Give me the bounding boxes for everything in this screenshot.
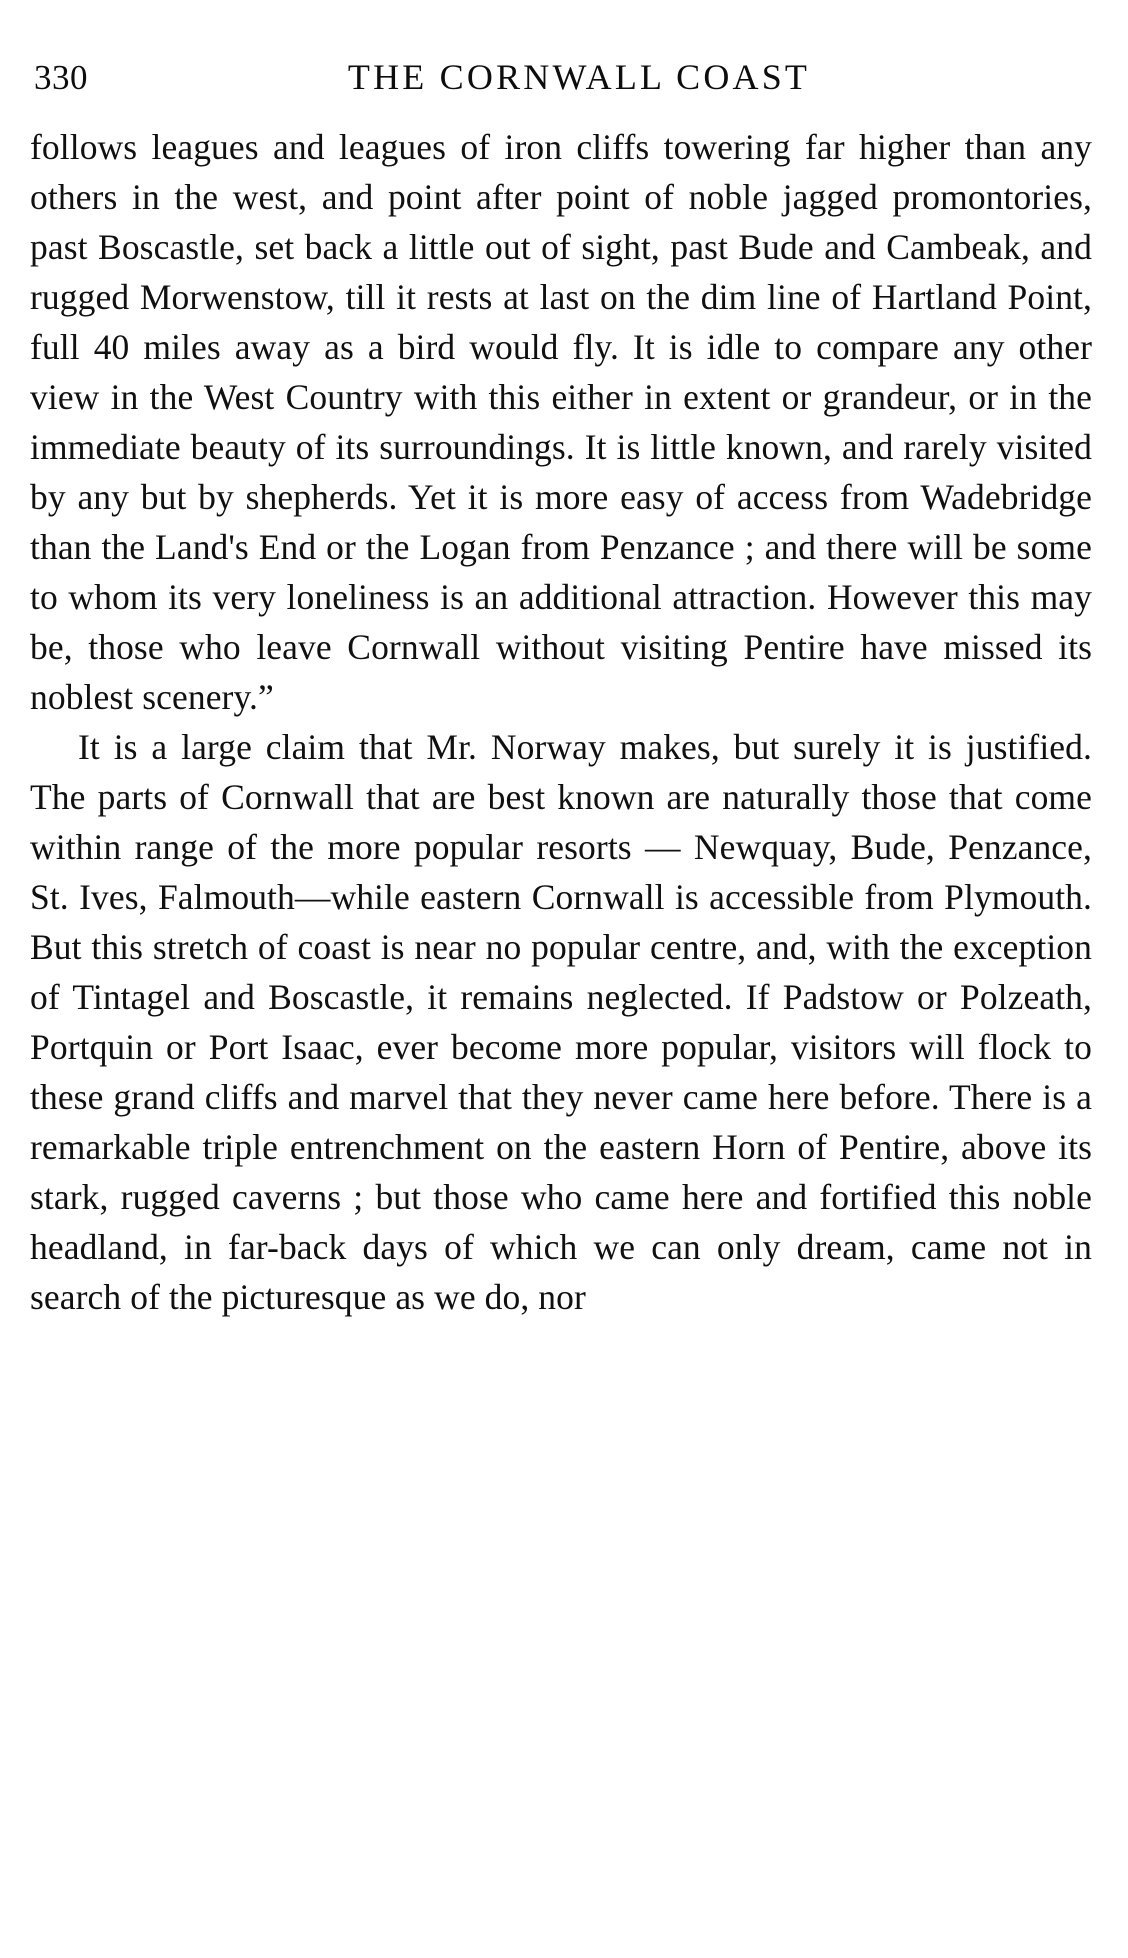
page-number: 330: [34, 58, 88, 97]
running-head-title: THE CORNWALL COAST: [347, 57, 811, 97]
paragraph-quote-continuation: follows leagues and leagues of iron cliffs towering far higher than any others in the west, and point after point of noble jagged promontories, past Boscastle, set back a little out of sight, past Bude and Cambeak, and rugged Morwenstow, till it rests at last on the dim line of Hartland Point, full 40 miles away as a bird would fly. It is idle to compare any other view in the West Country with this either in extent or grandeur, or in the immediate beauty of its surroundings. It is little known, and rarely visited by any but by shepherds. Yet it is more easy of access from Wadebridge than the Land's End or the Logan from Penzance ; and there will be some to whom its very loneliness is an additional attraction. However this may be, those who leave Cornwall without visiting Pentire have missed its noblest scenery.”: [30, 127, 1092, 717]
paragraph-commentary: It is a large claim that Mr. Norway makes, but surely it is justified. The parts of Cornwall that are best known are naturally those that come within range of the more popular resorts — Newquay, Bude, Penzance, St. Ives, Falmouth—while eastern Cornwall is accessible from Plymouth. But this stretch of coast is near no popular centre, and, with the exception of Tintagel and Boscastle, it remains neglected. If Padstow or Polzeath, Portquin or Port Isaac, ever become more popular, visitors will flock to these grand cliffs and marvel that they never came here before. There is a remarkable triple entrenchment on the eastern Horn of Pentire, above its stark, rugged caverns ; but those who came here and fortified this noble headland, in far-back days of which we can only dream, came not in search of the picturesque as we do, nor: [30, 727, 1092, 1317]
page-header: [0, 28, 1128, 97]
page-body: [30, 122, 1092, 1322]
